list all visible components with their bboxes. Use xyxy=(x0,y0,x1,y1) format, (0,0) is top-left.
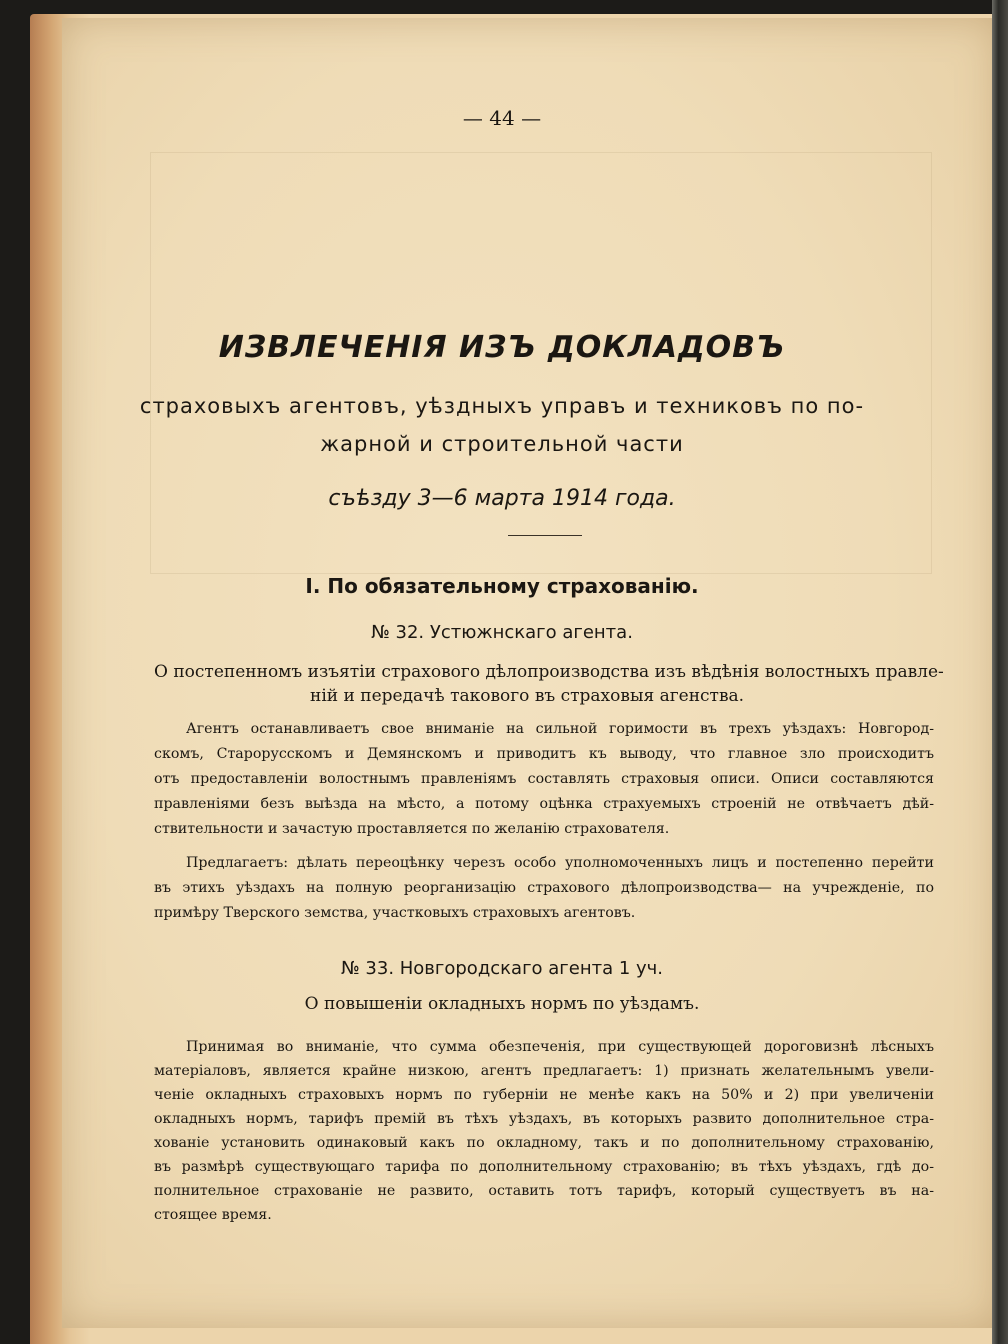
item-32-heading: № 32. Устюжнскаго агента. xyxy=(371,622,633,643)
paragraph-line: стоящее время. xyxy=(154,1207,272,1223)
paragraph-line: въ этихъ уѣздахъ на полную реорганизацію страхового дѣлопроизводства— на учрежденіе, по xyxy=(154,880,934,896)
paragraph-line: примѣру Тверского земства, участковыхъ страховыхъ агентовъ. xyxy=(154,905,636,921)
item-33-topic-line: О повышеніи окладныхъ нормъ по уѣздамъ. xyxy=(304,994,700,1014)
subtitle-line-1: страховыхъ агентовъ, уѣздныхъ управъ и техниковъ по по- xyxy=(139,394,865,418)
paragraph-line: скомъ, Старорусскомъ и Демянскомъ и приводитъ къ выводу, что главное зло происходитъ xyxy=(154,746,934,762)
paragraph-line: отъ предоставленіи волостнымъ правленіямъ составлять страховыя описи. Описи составляются xyxy=(154,771,934,787)
item-32-topic-line: ній и передачѣ такового въ страховыя агенства. xyxy=(310,686,745,706)
paragraph-line: ченіе окладныхъ страховыхъ нормъ по губерніи не менѣе какъ на 50% и 2) при увеличеніи xyxy=(154,1087,934,1103)
paragraph-line: матеріаловъ, является крайне низкою, агентъ предлагаетъ: 1) признать желательнымъ увели- xyxy=(154,1063,934,1079)
scanner-edge xyxy=(992,0,1008,1344)
page-title: ИЗВЛЕЧЕНІЯ ИЗЪ ДОКЛАДОВЪ xyxy=(218,330,786,365)
paragraph-line: Принимая во вниманіе, что сумма обезпеченія, при существующей дороговизнѣ лѣсныхъ xyxy=(186,1039,934,1055)
paragraph-line: Предлагаетъ: дѣлать переоцѣнку черезъ особо уполномоченныхъ лицъ и постепенно перейти xyxy=(186,855,934,871)
congress-date: съѣзду 3—6 марта 1914 года. xyxy=(328,486,676,511)
paragraph-line: въ размѣрѣ существующаго тарифа по дополнительному страхованію; въ тѣхъ уѣздахъ, гдѣ до- xyxy=(154,1159,934,1175)
paragraph-line: окладныхъ нормъ, тарифъ премій въ тѣхъ уѣздахъ, въ которыхъ развито дополнительное стра- xyxy=(154,1111,934,1127)
paragraph-line: правленіями безъ выѣзда на мѣсто, а потому оцѣнка страхуемыхъ строеній не отвѣчаетъ дѣй- xyxy=(154,796,934,812)
paragraph-line: ствительности и зачастую проставляется по желанію страхователя. xyxy=(154,821,670,837)
item-33-heading: № 33. Новгородскаго агента 1 уч. xyxy=(340,958,664,979)
item-32-topic-line: О постепенномъ изъятіи страхового дѣлопроизводства изъ вѣдѣнія волостныхъ правле- xyxy=(154,662,944,682)
divider-rule xyxy=(508,535,582,536)
section-heading: I. По обязательному страхованію. xyxy=(305,574,699,598)
subtitle-line-2: жарной и строительной части xyxy=(320,432,684,456)
paragraph-line: хованіе установить одинаковый какъ по окладному, такъ и по дополнительному страхованію, xyxy=(154,1135,934,1151)
paragraph-line: Агентъ останавливаетъ свое вниманіе на сильной горимости въ трехъ уѣздахъ: Новгород- xyxy=(186,721,934,737)
paragraph-line: полнительное страхованіе не развито, оставить тотъ тарифъ, который существуетъ въ на- xyxy=(154,1183,934,1199)
page-number: — 44 — xyxy=(462,106,542,130)
